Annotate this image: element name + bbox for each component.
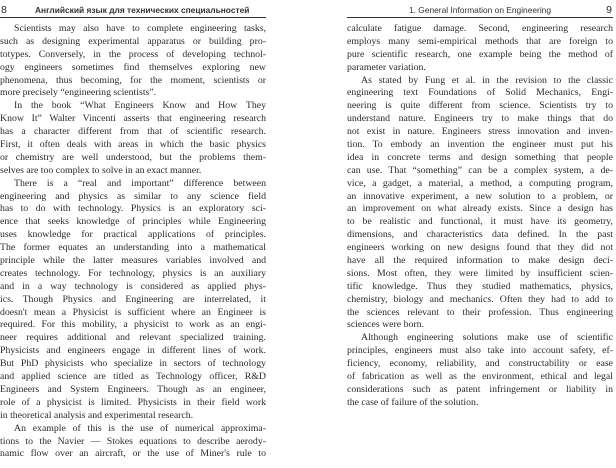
text-line: of fabrication as well as the environment, ethical and legal: [347, 371, 613, 383]
page-body: [0, 23, 266, 461]
text-line: The former equates an understanding into a mathematical: [0, 242, 266, 254]
text-line: ficiency, economy, reliability, and constructability or ease: [347, 358, 613, 370]
text-line: not exist in nature. Engineers stress innovation and inven-: [347, 126, 613, 138]
text-line: neer requires additional and relevant specialized training.: [0, 332, 266, 344]
text-line: Although engineering solutions make use of scientific: [361, 332, 613, 344]
paragraph: [347, 23, 613, 75]
text-line: vice, a gadget, a material, a method, a computing program,: [347, 177, 613, 189]
text-line: pure scientific research, one example being the method of: [347, 48, 613, 60]
text-line: idea in concrete terms and design something that people: [347, 151, 613, 163]
text-line: doesn't mean a Physicist is sufficient where an Engineer is: [0, 306, 266, 318]
text-line: As stated by Fung et al. in the revision to the classic: [361, 74, 613, 86]
text-line: Know It” Walter Vincenti asserts that engineering research: [0, 113, 266, 125]
text-line: selves are too complex to solve in an exact manner.: [0, 164, 202, 176]
text-line: or chemistry are well understood, but the problems them-: [0, 151, 266, 163]
text-line: an innovative experiment, a new solution to a problem, or: [347, 190, 613, 202]
text-line: can use. That “something” can be a complex system, a de-: [347, 164, 613, 176]
text-line: employs many semi-empirical methods that are foreign to: [347, 35, 613, 47]
text-line: understand nature. Engineers try to make things that do: [347, 113, 613, 125]
text-line: such as designing experimental apparatus or building pro-: [0, 35, 266, 47]
text-line: to be realistic and functional, it must have its geometry,: [347, 216, 613, 228]
text-line: In the book “What Engineers Know and How They: [14, 100, 266, 112]
text-line: uses knowledge for practical applications of principles.: [0, 229, 266, 241]
text-line: has to do with technology. Physics is an exploratory sci-: [0, 203, 266, 215]
paragraph: [0, 423, 266, 462]
text-line: sciences were born.: [347, 319, 424, 331]
text-line: neering is quite different from science. Scientists try to: [347, 100, 613, 112]
running-header: 1. General Information on Engineering: [409, 5, 551, 15]
text-line: There is a “real and important” difference between: [14, 177, 266, 189]
page-header: [347, 3, 613, 18]
page-number: 8: [1, 4, 7, 16]
text-line: in theoretical analysis and experimental research.: [0, 409, 194, 421]
text-line: creates technology. For technology, physics is an auxiliary: [0, 267, 266, 279]
running-header: Английский язык для технических специальностей: [35, 5, 250, 15]
text-line: Scientists may also have to complete engineering tasks,: [14, 23, 266, 34]
text-line: the case of failure of the solution.: [347, 396, 479, 408]
text-line: an improvement on what already exists. Since a design has: [347, 203, 613, 215]
right-page: [347, 0, 613, 468]
paragraph: [0, 178, 266, 423]
text-line: ence that seeks knowledge of principles while Engineering: [0, 216, 266, 228]
text-line: engineering and physics as similar to any science field: [0, 190, 266, 202]
text-line: has a character different from that of scientific research.: [0, 126, 266, 138]
paragraph: [0, 23, 266, 100]
text-line: more precisely “engineering scientists”.: [0, 87, 157, 99]
text-line: An example of this is the use of numerical approxima-: [14, 422, 266, 434]
text-line: considerations such as patent infringement or liability in: [347, 383, 613, 395]
text-line: dimensions, and characteristics data defined. In the past: [347, 229, 613, 241]
text-line: principles, engineers must also take into account safety, ef-: [347, 345, 613, 357]
text-line: and applied science are titled as Technology officer, R&D: [0, 371, 266, 383]
paragraph: [0, 100, 266, 177]
paragraph: [347, 75, 613, 333]
text-line: totypes. Conversely, in the process of developing technol-: [0, 48, 266, 60]
text-line: tion. To embody an invention the engineer must put his: [347, 139, 613, 151]
text-line: have all the required information to make design deci-: [347, 255, 613, 267]
page-number: 9: [606, 4, 612, 16]
text-line: tific knowledge. Thus they studied mathematics, physics,: [347, 280, 613, 292]
text-line: chemistry, biology and mechanics. Often they had to add to: [347, 293, 613, 305]
text-line: engineering text Foundations of Solid Mechanics, Engi-: [347, 87, 613, 99]
text-line: parameter variation.: [347, 61, 426, 73]
text-line: Physicists and engineers engage in different lines of work.: [0, 345, 266, 357]
text-line: First, it often deals with areas in which the basic physics: [0, 139, 266, 151]
text-line: role of a physicist is limited. Physicists in their field work: [0, 396, 266, 408]
text-line: and in a way technology is considered as applied phys-: [0, 280, 266, 292]
text-line: phenomena, thus becoming, for the moment, scientists or: [0, 74, 266, 86]
text-line: tions to the Navier — Stokes equations to describe aerody-: [0, 435, 266, 447]
text-line: principle while the latter measures variables involved and: [0, 255, 266, 267]
text-line: required. For this mobility, a physicist to work as an engi-: [0, 319, 266, 331]
page-body: [347, 23, 613, 410]
text-line: ics. Though Physics and Engineering are interrelated, it: [0, 293, 266, 305]
text-line: the sciences relevant to their profession. Thus engineering: [347, 306, 613, 318]
page-header: [0, 3, 266, 18]
text-line: engineers working on new designs found that they did not: [347, 242, 613, 254]
text-line: ogy engineers sometimes find themselves exploring new: [0, 61, 266, 73]
text-line: But PhD physicists who specialize in sectors of technology: [0, 358, 266, 370]
text-line: namic flow over an aircraft, or the use of Miner's rule to: [0, 448, 266, 460]
text-line: sions. Most often, they were limited by insufficient scien-: [347, 267, 613, 279]
left-page: [0, 0, 266, 468]
text-line: calculate fatigue damage. Second, engineering research: [347, 23, 613, 34]
paragraph: [347, 332, 613, 409]
text-line: Engineers and System Engineers. Though as an engineer,: [0, 383, 266, 395]
